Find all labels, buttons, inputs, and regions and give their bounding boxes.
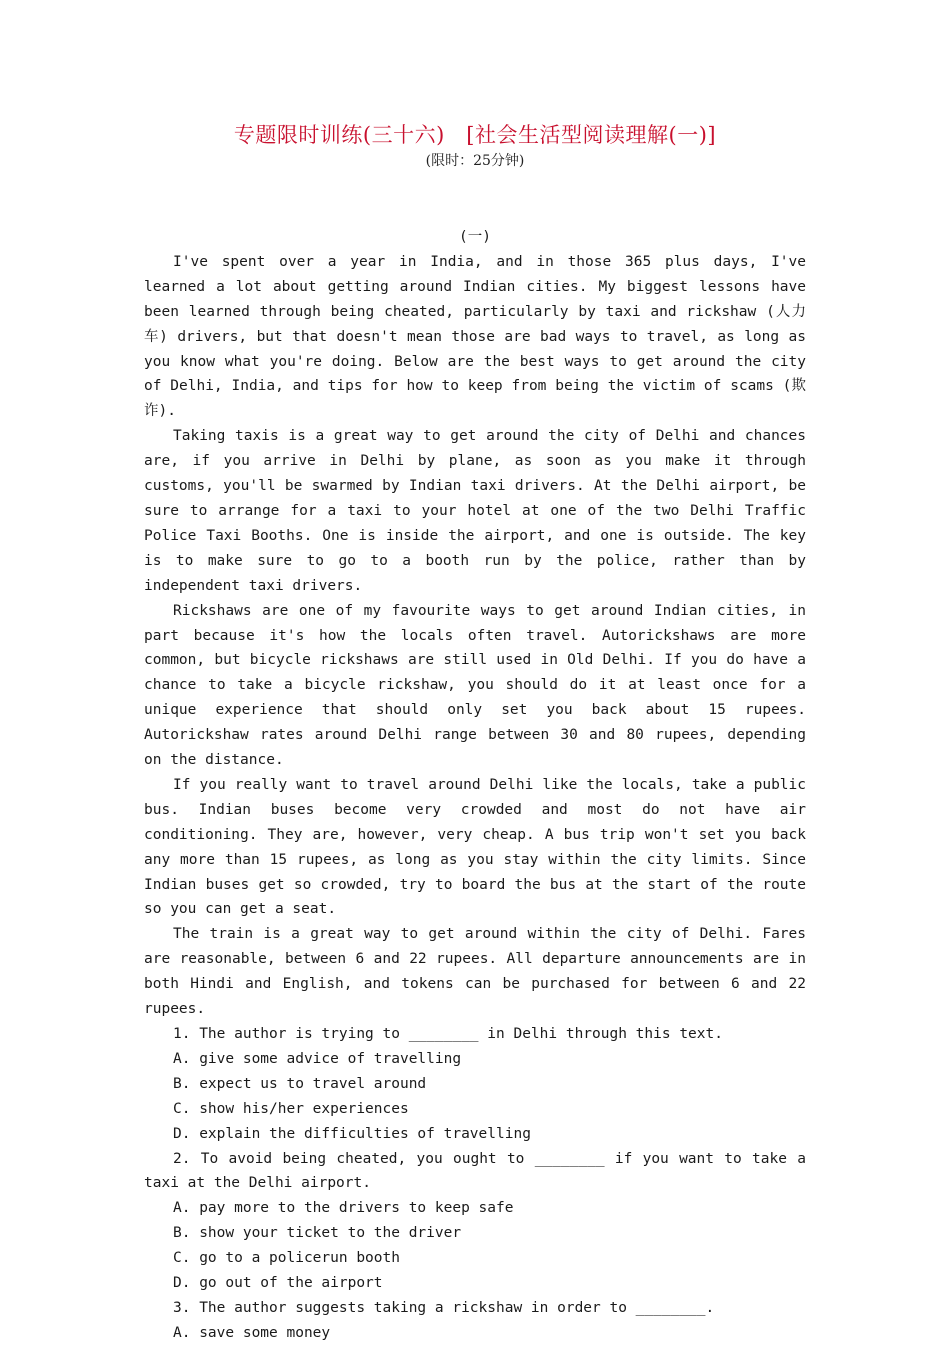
section-label: (一) bbox=[459, 229, 491, 245]
passage-paragraph: If you really want to travel around Delhi like the locals, take a public bus. Indian buses become very crowded and most do not have air conditioning. They are, however, very cheap. A bus trip won't set you back any more than 15 rupees, as long as you stay within the city limits. Since Indian buses get so crowded, try to board the bus at the start of the route so you can get a seat. bbox=[144, 776, 806, 918]
page-title: 专题限时训练(三十六) [社会生活型阅读理解(一)] bbox=[233, 123, 717, 147]
question-option: B. show your ticket to the driver bbox=[173, 1225, 462, 1242]
question-option: A. pay more to the drivers to keep safe bbox=[173, 1200, 514, 1217]
question-option: D. go out of the airport bbox=[173, 1275, 383, 1292]
passage-paragraph: Rickshaws are one of my favourite ways to get around Indian cities, in part because it's how the locals often travel. Autorickshaws are more common, but bicycle rickshaws are still used in Old Delhi. If you do have a chance to take a bicycle rickshaw, you should do it at least once for a unique experience that should only set you back about 15 rupees. Autorickshaw rates around Delhi range between 30 and 80 rupees, depending on the distance. bbox=[144, 602, 806, 769]
question-option: B. expect us to travel around bbox=[173, 1075, 427, 1092]
question-option: A. save some money bbox=[173, 1324, 331, 1341]
passage-paragraph: Taking taxis is a great way to get around the city of Delhi and chances are, if you arrive in Delhi by plane, as soon as you make it through customs, you'll be swarmed by Indian taxi drivers. At the Delhi airport, be sure to arrange for a taxi to your hotel at one of the two Delhi Traffic Police Taxi Booths. One is inside the airport, and one is outside. The key is to make sure to go to a booth run by the police, rather than by independent taxi drivers. bbox=[144, 428, 806, 594]
question-option: A. give some advice of travelling bbox=[173, 1050, 462, 1067]
time-limit: (限时：25分钟) bbox=[425, 153, 525, 169]
question-2 bbox=[144, 1147, 806, 1296]
question-option: D. explain the difficulties of travelling bbox=[173, 1125, 531, 1142]
question-stem: 3. The author suggests taking a rickshaw in order to ________. bbox=[173, 1299, 715, 1316]
question-3 bbox=[144, 1296, 806, 1346]
passage-paragraph: I've spent over a year in India, and in those 365 plus days, I've learned a lot about getting around Indian cities. My biggest lessons have been learned through being cheated, particularly by taxi and rickshaw (人力车) drivers, but that doesn't mean those are bad ways to travel, as long as you know what you're doing. Below are the best ways to get around the city of Delhi, India, and tips for how to keep from being the victim of scams (欺诈). bbox=[144, 253, 806, 420]
question-stem: 2. To avoid being cheated, you ought to ________ if you want to take a taxi at the Delhi airport. bbox=[144, 1150, 806, 1192]
question-option: C. go to a policerun booth bbox=[173, 1250, 400, 1267]
passage-paragraph: The train is a great way to get around within the city of Delhi. Fares are reasonable, between 6 and 22 rupees. All departure announcements are in both Hindi and English, and tokens can be purchased for between 6 and 22 rupees. bbox=[144, 926, 806, 1018]
question-option: C. show his/her experiences bbox=[173, 1100, 409, 1117]
question-stem: 1. The author is trying to ________ in Delhi through this text. bbox=[173, 1026, 723, 1042]
document-body bbox=[144, 225, 806, 1346]
question-1 bbox=[144, 1022, 806, 1147]
